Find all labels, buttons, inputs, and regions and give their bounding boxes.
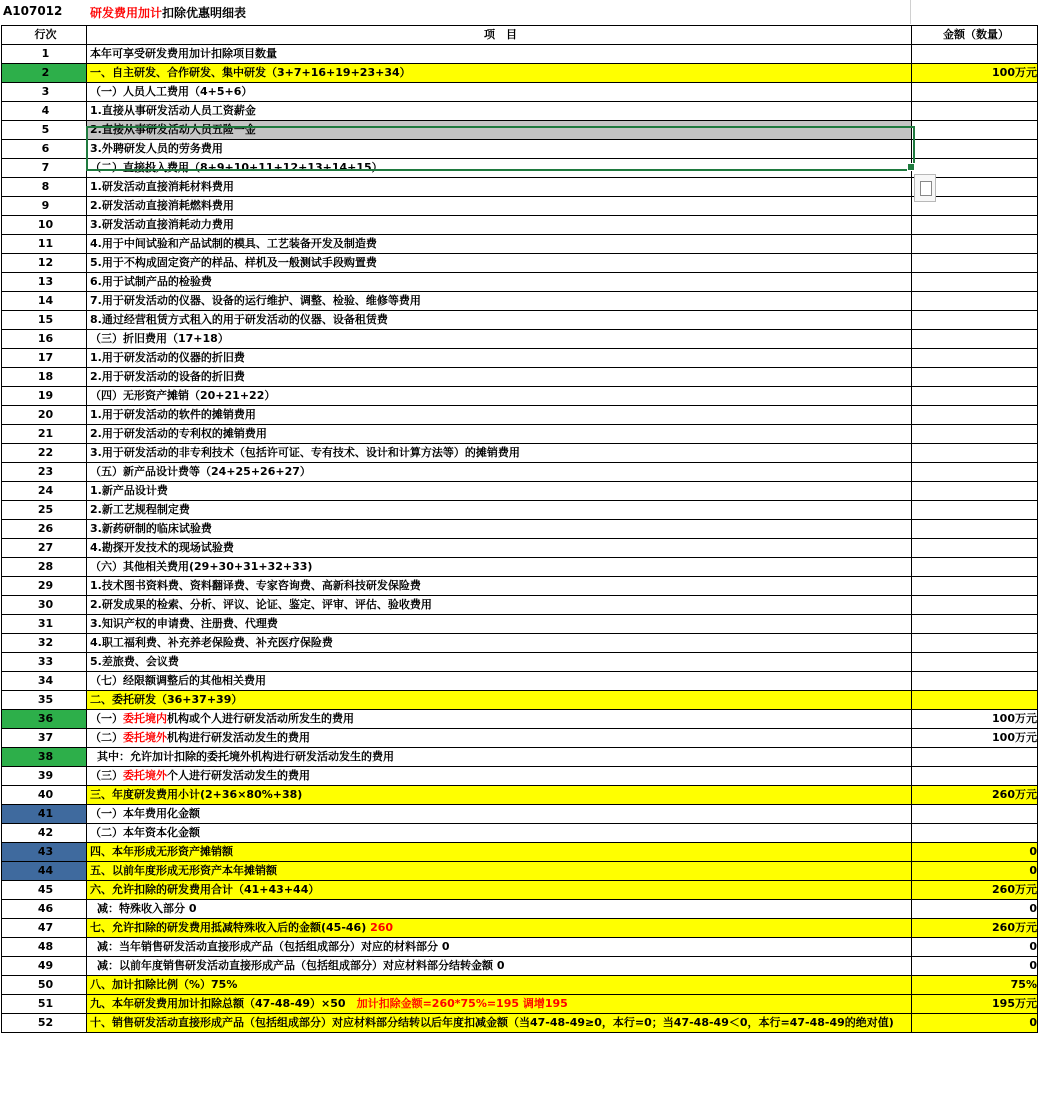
row-number-cell[interactable]: 24 (2, 482, 87, 501)
table-row (2, 976, 1038, 995)
table-row (2, 672, 1038, 691)
table-row (2, 121, 1038, 140)
table-row (2, 273, 1038, 292)
item-cell[interactable] (87, 501, 912, 520)
amount-cell[interactable]: 75% (912, 976, 1038, 995)
item-text: 个人进行研发活动发生的费用 (167, 769, 310, 782)
amount-cell[interactable]: 260万元 (912, 786, 1038, 805)
item-text: 3.新药研制的临床试验费 (90, 522, 212, 535)
row-number-cell[interactable]: 33 (2, 653, 87, 672)
row-number-cell[interactable]: 15 (2, 311, 87, 330)
amount-cell[interactable] (912, 577, 1038, 596)
row-number-cell[interactable]: 43 (2, 843, 87, 862)
row-number-cell[interactable]: 18 (2, 368, 87, 387)
item-cell[interactable] (87, 900, 912, 919)
item-cell[interactable] (87, 444, 912, 463)
amount-cell[interactable] (912, 292, 1038, 311)
row-number-cell[interactable]: 7 (2, 159, 87, 178)
amount-cell[interactable]: 0 (912, 938, 1038, 957)
table-header-row (2, 26, 1038, 45)
item-text: 4.勘探开发技术的现场试验费 (90, 541, 234, 554)
amount-cell[interactable]: 0 (912, 957, 1038, 976)
item-cell[interactable] (87, 748, 912, 767)
table-row (2, 64, 1038, 83)
item-text: 二、委托研发（36+37+39） (90, 693, 243, 706)
row-number-cell[interactable]: 41 (2, 805, 87, 824)
table-row (2, 216, 1038, 235)
item-text: 四、本年形成无形资产摊销额 (90, 845, 233, 858)
table-row (2, 463, 1038, 482)
item-cell[interactable] (87, 634, 912, 653)
item-cell[interactable] (87, 102, 912, 121)
item-text: 1.新产品设计费 (90, 484, 168, 497)
form-title-highlight: 研发费用加计 (90, 6, 163, 20)
amount-cell[interactable]: 260万元 (912, 919, 1038, 938)
row-number-cell[interactable]: 40 (2, 786, 87, 805)
table-row (2, 425, 1038, 444)
table-row (2, 159, 1038, 178)
table-row (2, 881, 1038, 900)
amount-cell[interactable] (912, 520, 1038, 539)
header-amount[interactable]: 金额（数量） (912, 26, 1038, 45)
item-text: 2.用于研发活动的专利权的摊销费用 (90, 427, 267, 440)
item-text: 4.职工福利费、补充养老保险费、补充医疗保险费 (90, 636, 333, 649)
item-text: （六）其他相关费用(29+30+31+32+33) (90, 560, 313, 573)
item-text: 一、自主研发、合作研发、集中研发（3+7+16+19+23+34） (90, 66, 411, 79)
row-number-cell[interactable]: 37 (2, 729, 87, 748)
item-text: 委托境外 (123, 731, 167, 744)
header-item[interactable]: 项 目 (87, 26, 912, 45)
amount-cell[interactable] (912, 311, 1038, 330)
item-text: 4.用于中间试验和产品试制的模具、工艺装备开发及制造费 (90, 237, 377, 250)
table-row (2, 900, 1038, 919)
amount-cell[interactable] (912, 216, 1038, 235)
item-cell[interactable] (87, 178, 912, 197)
amount-cell[interactable] (912, 596, 1038, 615)
row-number-cell[interactable]: 19 (2, 387, 87, 406)
amount-cell[interactable] (912, 330, 1038, 349)
item-text: （一） (90, 712, 123, 725)
row-number-cell[interactable]: 26 (2, 520, 87, 539)
table-row (2, 862, 1038, 881)
row-number-cell[interactable]: 21 (2, 425, 87, 444)
amount-cell[interactable] (912, 140, 1038, 159)
item-cell[interactable] (87, 140, 912, 159)
row-number-cell[interactable]: 30 (2, 596, 87, 615)
item-cell[interactable] (87, 45, 912, 64)
item-cell[interactable] (87, 254, 912, 273)
amount-cell[interactable] (912, 482, 1038, 501)
item-text: 减：以前年度销售研发活动直接形成产品（包括组成部分）对应材料部分结转金额 0 (97, 959, 505, 972)
table-row (2, 634, 1038, 653)
row-number-cell[interactable]: 39 (2, 767, 87, 786)
amount-cell[interactable] (912, 824, 1038, 843)
item-text: （三）折旧费用（17+18） (90, 332, 229, 345)
item-text: （五）新产品设计费等（24+25+26+27） (90, 465, 311, 478)
item-cell[interactable] (87, 520, 912, 539)
form-code: A107012 (3, 4, 63, 18)
item-text: 委托境外 (123, 769, 167, 782)
item-text: （三） (90, 769, 123, 782)
table-row (2, 767, 1038, 786)
row-number-cell[interactable]: 51 (2, 995, 87, 1014)
item-text: 2.新工艺规程制定费 (90, 503, 190, 516)
row-number-cell[interactable]: 23 (2, 463, 87, 482)
table-row (2, 387, 1038, 406)
row-number-cell[interactable]: 16 (2, 330, 87, 349)
item-cell[interactable] (87, 197, 912, 216)
table-row (2, 615, 1038, 634)
amount-cell[interactable] (912, 615, 1038, 634)
amount-cell[interactable] (912, 368, 1038, 387)
item-cell[interactable] (87, 995, 912, 1014)
item-cell[interactable] (87, 387, 912, 406)
item-text: 七、允许扣除的研发费用抵减特殊收入后的金额(45-46) (90, 921, 371, 934)
row-number-cell[interactable]: 46 (2, 900, 87, 919)
table-row (2, 577, 1038, 596)
table-row (2, 140, 1038, 159)
row-number-cell[interactable]: 25 (2, 501, 87, 520)
row-number-cell[interactable]: 42 (2, 824, 87, 843)
amount-cell[interactable] (912, 235, 1038, 254)
amount-cell[interactable]: 0 (912, 862, 1038, 881)
item-cell[interactable] (87, 843, 912, 862)
item-cell[interactable] (87, 805, 912, 824)
table-row (2, 653, 1038, 672)
row-number-cell[interactable]: 20 (2, 406, 87, 425)
amount-cell[interactable] (912, 539, 1038, 558)
row-number-cell[interactable]: 50 (2, 976, 87, 995)
item-cell[interactable] (87, 216, 912, 235)
row-number-cell[interactable]: 35 (2, 691, 87, 710)
row-number-cell[interactable]: 28 (2, 558, 87, 577)
amount-cell[interactable] (912, 463, 1038, 482)
item-text: 6.用于试制产品的检验费 (90, 275, 212, 288)
row-number-cell[interactable]: 4 (2, 102, 87, 121)
item-text: （一）人员人工费用（4+5+6） (90, 85, 253, 98)
item-cell[interactable] (87, 558, 912, 577)
item-text: 2.用于研发活动的设备的折旧费 (90, 370, 245, 383)
item-text: 委托境内 (123, 712, 167, 725)
item-text: 加计扣除金额=260*75%=195 调增195 (356, 997, 568, 1010)
table-row (2, 843, 1038, 862)
item-cell[interactable] (87, 273, 912, 292)
item-text: 1.技术图书资料费、资料翻译费、专家咨询费、高新科技研发保险费 (90, 579, 421, 592)
item-cell[interactable] (87, 653, 912, 672)
item-text: 1.直接从事研发活动人员工资薪金 (90, 104, 256, 117)
item-text: 机构或个人进行研发活动所发生的费用 (167, 712, 354, 725)
item-text: 减：特殊收入部分 0 (97, 902, 197, 915)
item-text: （四）无形资产摊销（20+21+22） (90, 389, 276, 402)
row-number-cell[interactable]: 22 (2, 444, 87, 463)
row-number-cell[interactable]: 49 (2, 957, 87, 976)
amount-cell[interactable]: 100万元 (912, 710, 1038, 729)
table-row (2, 558, 1038, 577)
row-number-cell[interactable]: 45 (2, 881, 87, 900)
table-row (2, 45, 1038, 64)
item-text: 8.通过经营租赁方式租入的用于研发活动的仪器、设备租赁费 (90, 313, 388, 326)
row-number-cell[interactable]: 48 (2, 938, 87, 957)
amount-cell[interactable]: 0 (912, 900, 1038, 919)
item-cell[interactable] (87, 919, 912, 938)
row-number-cell[interactable]: 38 (2, 748, 87, 767)
row-number-cell[interactable]: 47 (2, 919, 87, 938)
row-number-cell[interactable]: 3 (2, 83, 87, 102)
item-cell[interactable] (87, 311, 912, 330)
row-number-cell[interactable]: 32 (2, 634, 87, 653)
item-cell[interactable] (87, 615, 912, 634)
item-cell[interactable] (87, 406, 912, 425)
item-text: 其中：允许加计扣除的委托境外机构进行研发活动发生的费用 (97, 750, 394, 763)
item-text: 1.研发活动直接消耗材料费用 (90, 180, 234, 193)
amount-cell[interactable] (912, 45, 1038, 64)
table-row (2, 83, 1038, 102)
item-cell[interactable] (87, 83, 912, 102)
amount-cell[interactable] (912, 387, 1038, 406)
table-row (2, 197, 1038, 216)
amount-cell[interactable] (912, 634, 1038, 653)
amount-cell[interactable] (912, 102, 1038, 121)
item-text: 五、以前年度形成无形资产本年摊销额 (90, 864, 277, 877)
table-row (2, 349, 1038, 368)
item-text: 5.用于不构成固定资产的样品、样机及一般测试手段购置费 (90, 256, 377, 269)
item-text: 1.用于研发活动的软件的摊销费用 (90, 408, 256, 421)
item-cell[interactable] (87, 539, 912, 558)
table-row (2, 805, 1038, 824)
table-row (2, 406, 1038, 425)
item-cell[interactable] (87, 425, 912, 444)
amount-cell[interactable] (912, 748, 1038, 767)
item-text: 1.用于研发活动的仪器的折旧费 (90, 351, 245, 364)
table-row (2, 596, 1038, 615)
table-row (2, 729, 1038, 748)
item-text: 减：当年销售研发活动直接形成产品（包括组成部分）对应的材料部分 0 (97, 940, 450, 953)
amount-cell[interactable] (912, 425, 1038, 444)
table-row (2, 311, 1038, 330)
amount-cell[interactable]: 0 (912, 1014, 1038, 1033)
amount-cell[interactable] (912, 653, 1038, 672)
item-cell[interactable] (87, 672, 912, 691)
item-text: 5.差旅费、会议费 (90, 655, 179, 668)
item-text: 3.知识产权的申请费、注册费、代理费 (90, 617, 278, 630)
item-text: （二） (90, 731, 123, 744)
item-text: 7.用于研发活动的仪器、设备的运行维护、调整、检验、维修等费用 (90, 294, 421, 307)
item-cell[interactable] (87, 881, 912, 900)
amount-cell[interactable] (912, 558, 1038, 577)
row-number-cell[interactable]: 44 (2, 862, 87, 881)
item-text: 本年可享受研发费用加计扣除项目数量 (90, 47, 277, 60)
item-cell[interactable] (87, 786, 912, 805)
item-cell[interactable] (87, 1014, 912, 1033)
row-number-cell[interactable]: 12 (2, 254, 87, 273)
item-text: 3.用于研发活动的非专利技术（包括许可证、专有技术、设计和计算方法等）的摊销费用 (90, 446, 520, 459)
row-number-cell[interactable]: 8 (2, 178, 87, 197)
table-row (2, 691, 1038, 710)
amount-cell[interactable] (912, 767, 1038, 786)
item-cell[interactable] (87, 957, 912, 976)
table-row (2, 1014, 1038, 1033)
table-row (2, 710, 1038, 729)
item-text: 三、年度研发费用小计(2+36×80%+38) (90, 788, 303, 801)
row-number-cell[interactable]: 27 (2, 539, 87, 558)
row-number-cell[interactable]: 10 (2, 216, 87, 235)
item-cell[interactable] (87, 862, 912, 881)
item-cell[interactable] (87, 121, 912, 140)
item-cell[interactable] (87, 330, 912, 349)
table-row (2, 938, 1038, 957)
table-row (2, 748, 1038, 767)
table-row (2, 520, 1038, 539)
table-row (2, 444, 1038, 463)
row-number-cell[interactable]: 6 (2, 140, 87, 159)
amount-cell[interactable] (912, 805, 1038, 824)
form-title (90, 4, 246, 21)
amount-cell[interactable]: 260万元 (912, 881, 1038, 900)
table-row (2, 254, 1038, 273)
amount-cell[interactable] (912, 121, 1038, 140)
table-row (2, 235, 1038, 254)
row-number-cell[interactable]: 5 (2, 121, 87, 140)
item-cell[interactable] (87, 976, 912, 995)
row-number-cell[interactable]: 11 (2, 235, 87, 254)
table-row (2, 482, 1038, 501)
amount-cell[interactable] (912, 254, 1038, 273)
row-number-cell[interactable]: 52 (2, 1014, 87, 1033)
amount-cell[interactable]: 195万元 (912, 995, 1038, 1014)
item-text: 2.研发活动直接消耗燃料费用 (90, 199, 234, 212)
amount-cell[interactable]: 0 (912, 843, 1038, 862)
row-number-cell[interactable]: 17 (2, 349, 87, 368)
item-cell[interactable] (87, 691, 912, 710)
item-text: （一）本年费用化金额 (90, 807, 200, 820)
item-text: （二）本年资本化金额 (90, 826, 200, 839)
item-cell[interactable] (87, 767, 912, 786)
item-text: 3.外聘研发人员的劳务费用 (90, 142, 223, 155)
item-text: 2.直接从事研发活动人员五险一金 (90, 123, 256, 136)
form-title-rest: 扣除优惠明细表 (162, 6, 247, 20)
item-cell[interactable] (87, 235, 912, 254)
item-text: 3.研发活动直接消耗动力费用 (90, 218, 234, 231)
amount-cell[interactable] (912, 501, 1038, 520)
table-row (2, 501, 1038, 520)
item-cell[interactable] (87, 938, 912, 957)
table-row (2, 368, 1038, 387)
column-divider (910, 0, 911, 24)
amount-cell[interactable]: 100万元 (912, 64, 1038, 83)
table-row (2, 957, 1038, 976)
table-row (2, 102, 1038, 121)
item-cell[interactable] (87, 159, 912, 178)
item-text: 九、本年研发费用加计扣除总额（47-48-49）×50 (90, 997, 357, 1010)
item-text: （二）直接投入费用（8+9+10+11+12+13+14+15） (90, 161, 383, 174)
item-text: 2.研发成果的检索、分析、评议、论证、鉴定、评审、评估、验收费用 (90, 598, 432, 611)
table-row (2, 919, 1038, 938)
row-number-cell[interactable]: 14 (2, 292, 87, 311)
sheet-title-bar (0, 0, 1039, 24)
table-row (2, 824, 1038, 843)
table-row (2, 786, 1038, 805)
amount-cell[interactable] (912, 406, 1038, 425)
amount-cell[interactable]: 100万元 (912, 729, 1038, 748)
row-number-cell[interactable]: 31 (2, 615, 87, 634)
amount-cell[interactable] (912, 349, 1038, 368)
table-row (2, 539, 1038, 558)
table-row (2, 292, 1038, 311)
item-cell[interactable] (87, 482, 912, 501)
row-number-cell[interactable]: 13 (2, 273, 87, 292)
item-cell[interactable] (87, 292, 912, 311)
row-number-cell[interactable]: 36 (2, 710, 87, 729)
row-number-cell[interactable]: 1 (2, 45, 87, 64)
item-text: 六、允许扣除的研发费用合计（41+43+44） (90, 883, 320, 896)
item-text: 机构进行研发活动发生的费用 (167, 731, 310, 744)
item-cell[interactable] (87, 463, 912, 482)
item-cell[interactable] (87, 824, 912, 843)
item-cell[interactable] (87, 64, 912, 83)
item-cell[interactable] (87, 710, 912, 729)
amount-cell[interactable] (912, 83, 1038, 102)
amount-cell[interactable] (912, 672, 1038, 691)
row-number-cell[interactable]: 29 (2, 577, 87, 596)
table-row (2, 995, 1038, 1014)
table-row (2, 178, 1038, 197)
item-text: 260 (370, 921, 394, 934)
row-number-cell[interactable]: 34 (2, 672, 87, 691)
amount-cell[interactable] (912, 444, 1038, 463)
item-cell[interactable] (87, 729, 912, 748)
item-text: 八、加计扣除比例（%）75% (90, 978, 238, 991)
row-number-cell[interactable]: 2 (2, 64, 87, 83)
amount-cell[interactable] (912, 273, 1038, 292)
item-text: （七）经限额调整后的其他相关费用 (90, 674, 266, 687)
item-cell[interactable] (87, 349, 912, 368)
paste-options-icon[interactable] (914, 174, 936, 202)
amount-cell[interactable] (912, 691, 1038, 710)
item-cell[interactable] (87, 368, 912, 387)
fill-handle[interactable] (907, 163, 915, 171)
deduction-table (1, 25, 1038, 1033)
item-cell[interactable] (87, 596, 912, 615)
header-row-number[interactable]: 行次 (2, 26, 87, 45)
item-cell[interactable] (87, 577, 912, 596)
row-number-cell[interactable]: 9 (2, 197, 87, 216)
table-row (2, 330, 1038, 349)
item-text: 十、销售研发活动直接形成产品（包括组成部分）对应材料部分结转以后年度扣减金额（当47-48-49≥0，本行=0；当47-48-49＜0，本行=47-48-49的绝对值) (90, 1016, 894, 1029)
